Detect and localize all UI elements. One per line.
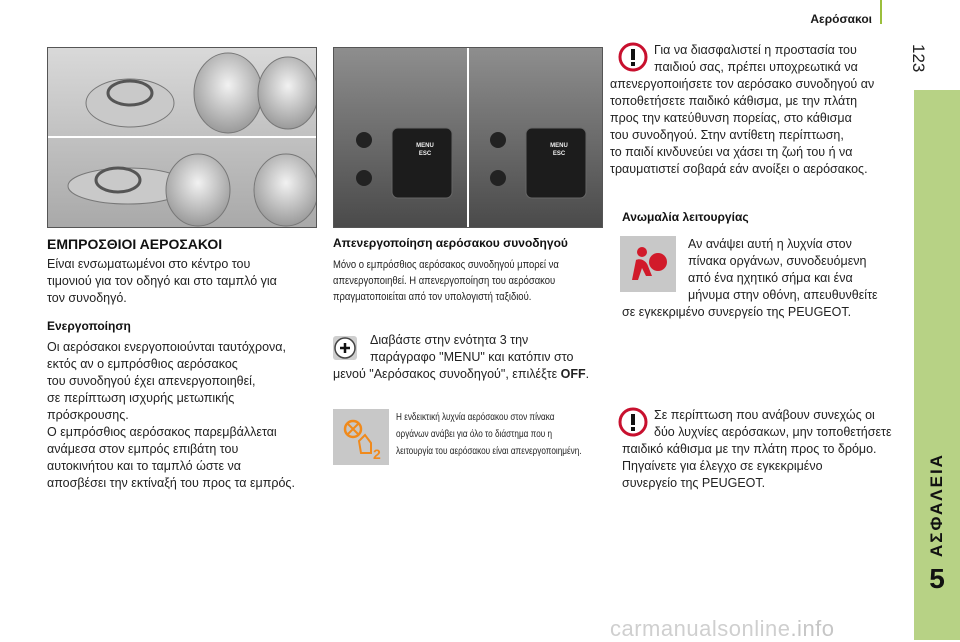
activation-text: Οι αερόσακοι ενεργοποιούνται ταυτόχρονα, εκτός αν ο εμπρόσθιος αερόσακος του συνοδηγού έχει απενεργοποιηθεί, σε περίπτωση ισχυρής μετωπικής πρόσκρουσης. Ο εμπρόσθιος αερόσακος παρεμβάλλεται ανάμεσα στον εμπρός επιβάτη του αυτοκινήτου και το ταμπλό ώστε να αποσβέσει την εκτίναξή του προς τα εμπρός. (47, 340, 295, 490)
airbag-fault-icon (620, 236, 676, 292)
malfunction-heading: Ανωμαλία λειτουργίας (622, 210, 749, 224)
airbag-illustration (47, 47, 317, 228)
passenger-airbag-text: Μόνο ο εμπρόσθιος αερόσακος συνοδηγού μπορεί να απενεργοποιηθεί. Η απενεργοποίηση του αερόσακου πραγματοποιείται από τον υπολογιστή ταξιδιού. (333, 259, 559, 303)
dashboard-buttons-photo (333, 47, 603, 228)
menu-button-label-right: MENU ESC (550, 143, 568, 157)
activation-heading: Ενεργοποίηση (47, 319, 131, 333)
info-text-full: μενού "Αερόσακος συνοδηγού", επιλέξτε OFF. (333, 367, 590, 381)
two-lamps-warning-text: παιδικό κάθισμα με την πλάτη προς το δρόμο. Πηγαίνετε για έλεγχο σε εγκεκριμένο συνεργείο της PEUGEOT. (622, 442, 877, 490)
front-airbags-intro: Είναι ενσωματωμένοι στο κέντρο του τιμονιού για τον οδηγό και στο ταμπλό για τον συνοδηγό. (47, 257, 277, 305)
page-number: 123 (909, 44, 928, 73)
child-seat-warning-indent: Για να διασφαλιστεί η προστασία του παιδιού σας, πρέπει υποχρεωτικά να (654, 43, 858, 74)
header-title: Αερόσακοι (810, 12, 872, 26)
warning-icon-2 (618, 407, 648, 437)
malfunction-text: σε εγκεκριμένο συνεργείο της PEUGEOT. (622, 305, 852, 319)
header-divider (880, 0, 882, 24)
watermark: carmanualsonline.info (610, 616, 835, 641)
chapter-number: 5 (929, 563, 945, 594)
info-text-indent: Διαβάστε στην ενότητα 3 την παράγραφο "MENU" και κατόπιν στο (370, 333, 574, 364)
off-option: OFF (560, 367, 586, 381)
chapter-title: ΑΣΦΑΛΕΙΑ (927, 453, 946, 557)
menu-button-label-left: MENU ESC (416, 143, 434, 157)
passenger-airbag-title: Απενεργοποίηση αερόσακου συνοδηγού (333, 236, 568, 250)
info-plus-icon (333, 336, 357, 360)
indicator-text: Η ενδεικτική λυχνία αερόσακου στον πίνακα οργάνων ανάβει για όλο το διάστημα που η λειτουργία του αερόσακου είναι απενεργοποιημένη. (396, 411, 582, 457)
warning-icon (618, 42, 648, 72)
front-airbags-title: ΕΜΠΡΟΣΘΙΟΙ ΑΕΡΟΣΑΚΟΙ (47, 236, 223, 252)
svg-text:2: 2 (373, 446, 381, 462)
child-seat-warning-text: απενεργοποιήσετε τον αερόσακο συνοδηγού αν τοποθετήσετε παιδικό κάθισμα, με την πλάτη προς την κατεύθυνση πορείας, στο κάθισμα του συνοδηγού. Στην αντίθετη περίπτωση, το παιδί κινδυνεύει να χάσει τη ζωή του ή να τραυματιστεί σοβαρά εάν ανοίξει ο αερόσακος. (610, 77, 875, 176)
malfunction-text-indent: Αν ανάψει αυτή η λυχνία στον πίνακα οργάνων, συνοδευόμενη από ένα ηχητικό σήμα και ένα μήνυμα στην οθόνη, απευθυνθείτε (688, 237, 878, 302)
passenger-airbag-off-icon (333, 409, 389, 465)
two-lamps-warning-indent: Σε περίπτωση που ανάβουν συνεχώς οι δύο λυχνίες αερόσακων, μην τοποθετήσετε (654, 408, 892, 439)
